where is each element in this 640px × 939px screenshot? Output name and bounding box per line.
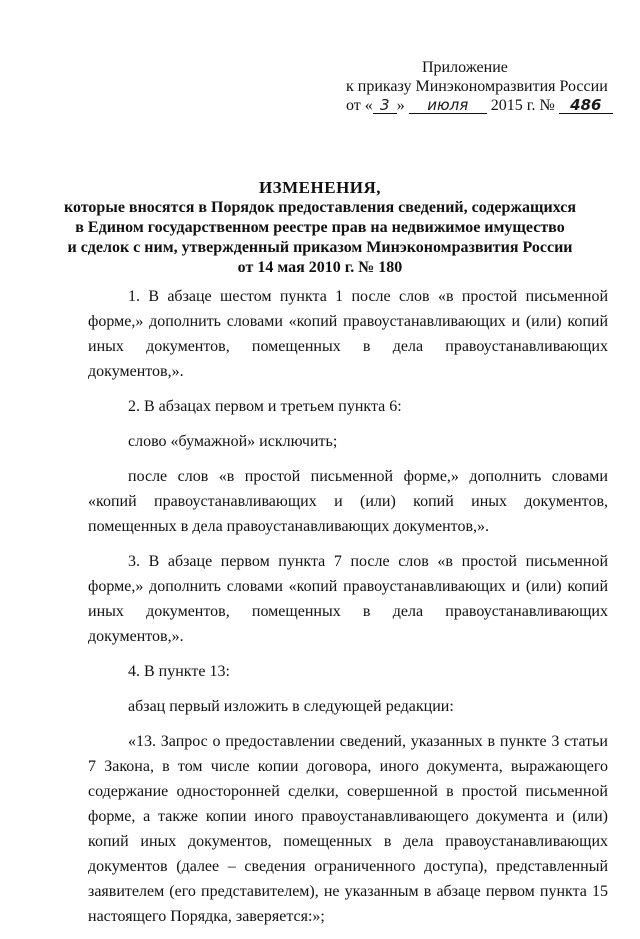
paragraph-2: 2. В абзацах первом и третьем пункта 6: xyxy=(128,398,402,415)
paragraph-7: абзац первый изложить в следующей редакции: xyxy=(128,698,454,715)
title-line-3: и сделок с ним, утвержденный приказом Минэкономразвития России xyxy=(67,239,573,256)
paragraph-5: 3. В абзаце первом пункта 7 после слов «в простой письменной форме,» дополнить словами «копий правоустанавливающих и (или) копий иных документов, помещенных в дела правоустанавливающих документов,». xyxy=(88,553,608,645)
document-title xyxy=(60,178,580,278)
paragraph-8: «13. Запрос о предоставлении сведений, указанных в пункте 3 статьи 7 Закона, в том числе копии договора, иного документа, выражающего содержание односторонней сделки, совершенной в простой письменной форме, а также копии иного правоустанавливающего документа и (или) копий иных документов, помещенных в дела правоустанавливающих документов (далее – сведения ограниченного доступа), представленный заявителем (его представителем), не указанным в абзаце первом пункта 15 настоящего Порядка, заверяется:»; xyxy=(88,733,608,925)
title-line-1: которые вносятся в Порядок предоставления сведений, содержащихся xyxy=(63,199,577,216)
handwritten-order-number: 486 xyxy=(559,97,613,114)
appendix-date-line xyxy=(346,96,616,115)
date-year: 2015 г. № xyxy=(490,97,555,114)
title-line-2: в Едином государственном реестре прав на недвижимое имущество xyxy=(75,219,565,236)
title-heading: ИЗМЕНЕНИЯ, xyxy=(258,178,382,197)
appendix-label: Приложение xyxy=(422,59,508,76)
paragraph-1: 1. В абзаце шестом пункта 1 после слов «в простой письменной форме,» дополнить словами «копий правоустанавливающих и (или) копий иных документов, помещенных в дела правоустанавливающих документов,». xyxy=(88,288,608,380)
paragraph-6: 4. В пункте 13: xyxy=(128,663,230,680)
title-line-4: от 14 мая 2010 г. № 180 xyxy=(237,259,403,276)
handwritten-day: 3 xyxy=(373,97,397,114)
paragraph-3: слово «бумажной» исключить; xyxy=(128,433,338,450)
appendix-order-reference: к приказу Минэкономразвития России xyxy=(346,78,608,95)
paragraph-4: после слов «в простой письменной форме,» дополнить словами «копий правоустанавливающих и (или) копий иных документов, помещенных в дела правоустанавливающих документов,». xyxy=(88,468,608,535)
date-mid: » xyxy=(396,97,405,114)
document-body xyxy=(88,284,608,939)
appendix-reference xyxy=(346,58,616,115)
handwritten-month: июля xyxy=(409,97,487,114)
date-prefix: от « xyxy=(346,97,373,114)
